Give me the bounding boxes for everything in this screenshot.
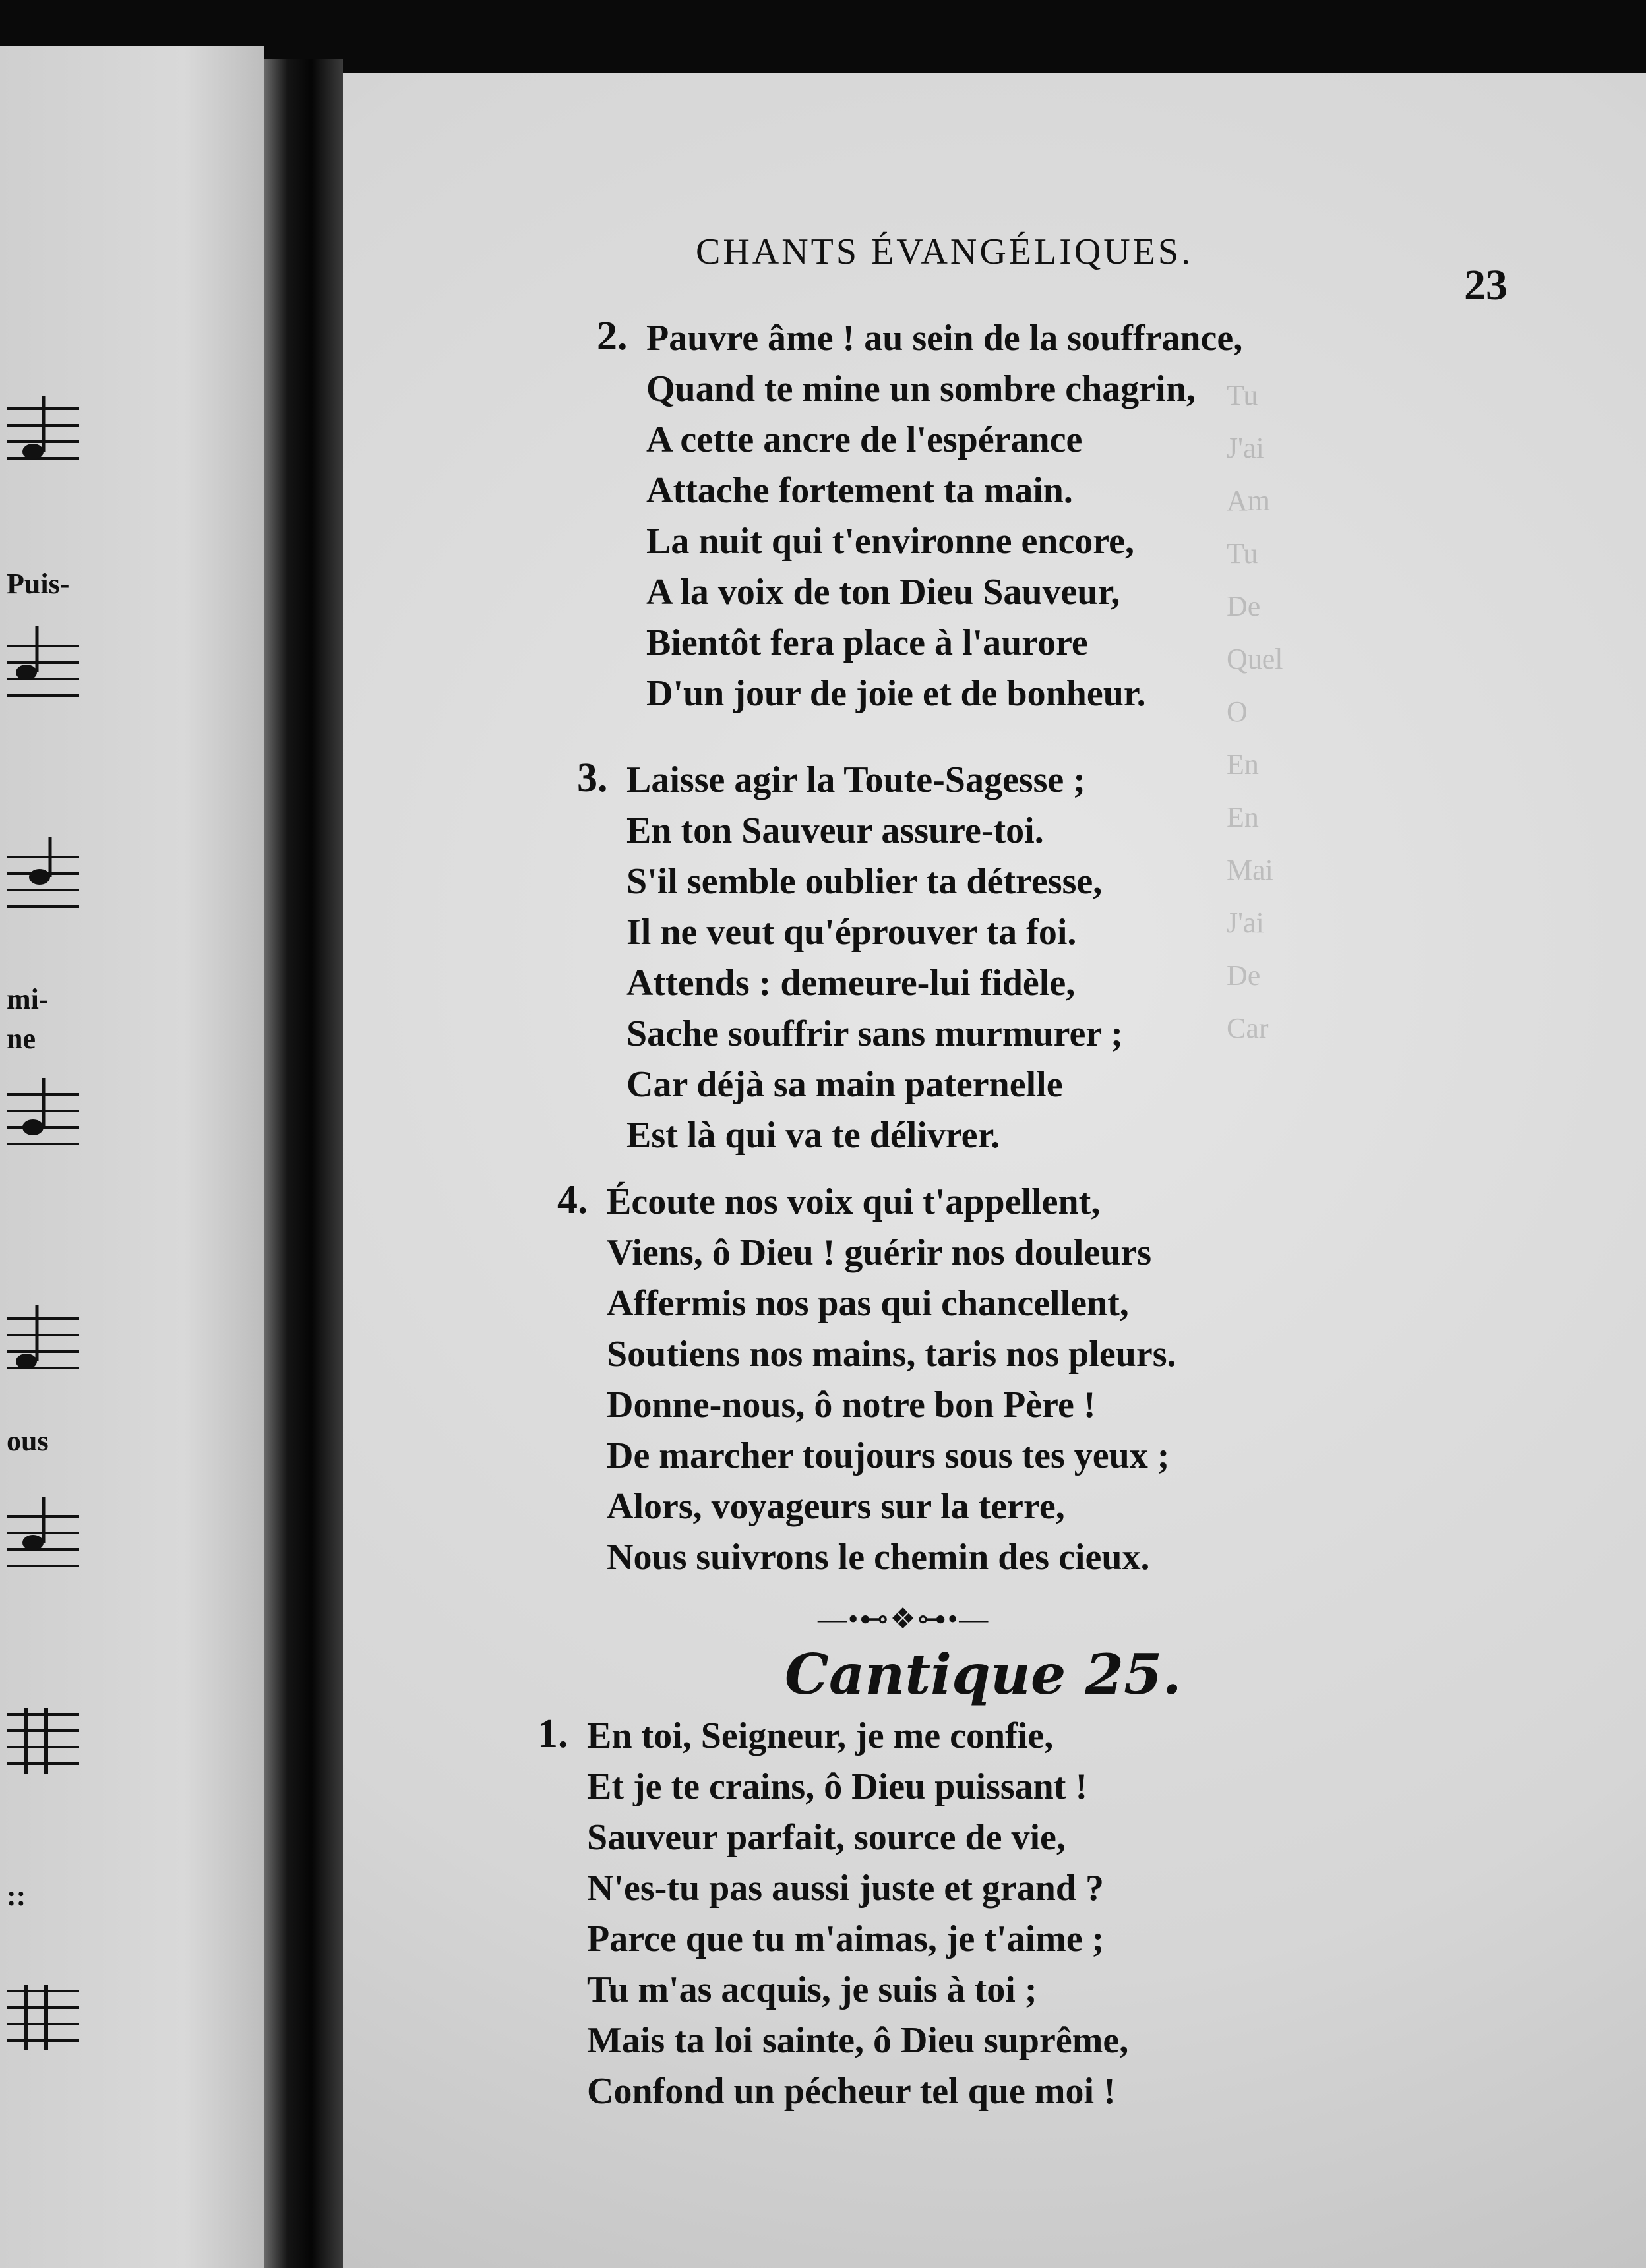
left-fragment-text: Puis- [7, 568, 70, 600]
music-staff-fragment [7, 1971, 79, 2064]
left-fragment-text: :: [7, 1880, 26, 1912]
verse-line: De marcher toujours sous tes yeux ; [607, 1435, 1170, 1476]
verse-line: Soutiens nos mains, taris nos pleurs. [607, 1334, 1176, 1375]
verse-number: 4. [557, 1178, 588, 1222]
verse-number: 3. [577, 756, 608, 800]
ornament-divider: —•⊷❖⊶•— [818, 1603, 990, 1635]
verse-3 [577, 755, 1123, 1161]
verse-number: 1. [537, 1712, 568, 1756]
bleed-through-text: Tu J'ai Am Tu De Quel O En En Mai J'ai De Car [1227, 379, 1283, 1044]
verse-line: Alors, voyageurs sur la terre, [607, 1486, 1065, 1527]
verse-line: Tu m'as acquis, je suis à toi ; [587, 1969, 1037, 2010]
book-gutter [264, 59, 343, 2268]
music-staff-fragment [7, 1299, 79, 1391]
music-staff-fragment [7, 1497, 79, 1589]
verse-line: Parce que tu m'aimas, je t'aime ; [587, 1919, 1105, 1959]
cantique-title: Cantique 25. [785, 1642, 1182, 1707]
left-facing-page [0, 46, 264, 2268]
verse-line: A la voix de ton Dieu Sauveur, [646, 572, 1120, 612]
verse-line: Viens, ô Dieu ! guérir nos douleurs [607, 1232, 1152, 1273]
cantique-verse-1 [537, 1711, 1129, 2117]
verse-line: N'es-tu pas aussi juste et grand ? [587, 1868, 1105, 1909]
page-number: 23 [1464, 261, 1508, 309]
verse-line: Attache fortement ta main. [646, 470, 1073, 511]
left-fragment-text: ous [7, 1425, 49, 1457]
verse-line: D'un jour de joie et de bonheur. [646, 673, 1146, 714]
music-staff-fragment [7, 1694, 79, 1787]
verse-line: Nous suivrons le chemin des cieux. [607, 1537, 1150, 1578]
verse-line: Laisse agir la Toute-Sagesse ; [626, 760, 1085, 800]
verse-line: Affermis nos pas qui chancellent, [607, 1283, 1129, 1324]
verse-line: Attends : demeure-lui fidèle, [626, 963, 1076, 1003]
verse-line: Donne-nous, ô notre bon Père ! [607, 1385, 1096, 1425]
music-staff-fragment [7, 1075, 79, 1167]
verse-line: Il ne veut qu'éprouver ta foi. [626, 912, 1077, 953]
verse-2 [597, 313, 1243, 719]
verse-line: En toi, Seigneur, je me confie, [587, 1716, 1054, 1756]
verse-line: Sache souffrir sans murmurer ; [626, 1013, 1123, 1054]
verse-line: Car déjà sa main paternelle [626, 1064, 1063, 1105]
music-staff-fragment [7, 626, 79, 719]
music-staff-fragment [7, 389, 79, 481]
verse-line: S'il semble oublier ta détresse, [626, 861, 1103, 902]
left-fragment-text: ne [7, 1023, 36, 1055]
verse-line: Mais ta loi sainte, ô Dieu suprême, [587, 2020, 1129, 2061]
verse-4 [557, 1177, 1176, 1583]
running-header: CHANTS ÉVANGÉLIQUES. [696, 231, 1194, 272]
verse-number: 2. [597, 314, 628, 359]
verse-line: La nuit qui t'environne encore, [646, 521, 1135, 562]
verse-line: A cette ancre de l'espérance [646, 419, 1083, 460]
verse-line: Et je te crains, ô Dieu puissant ! [587, 1766, 1088, 1807]
verse-line: Confond un pécheur tel que moi ! [587, 2071, 1116, 2112]
verse-line: Bientôt fera place à l'aurore [646, 622, 1088, 663]
verse-line: Quand te mine un sombre chagrin, [646, 369, 1196, 409]
verse-line: Est là qui va te délivrer. [626, 1115, 1000, 1156]
verse-line: Écoute nos voix qui t'appellent, [607, 1181, 1101, 1222]
verse-line: Pauvre âme ! au sein de la souffrance, [646, 318, 1243, 359]
verse-line: En ton Sauveur assure-toi. [626, 810, 1044, 851]
verse-line: Sauveur parfait, source de vie, [587, 1817, 1066, 1858]
left-fragment-text: mi- [7, 983, 49, 1015]
music-staff-fragment [7, 837, 79, 930]
